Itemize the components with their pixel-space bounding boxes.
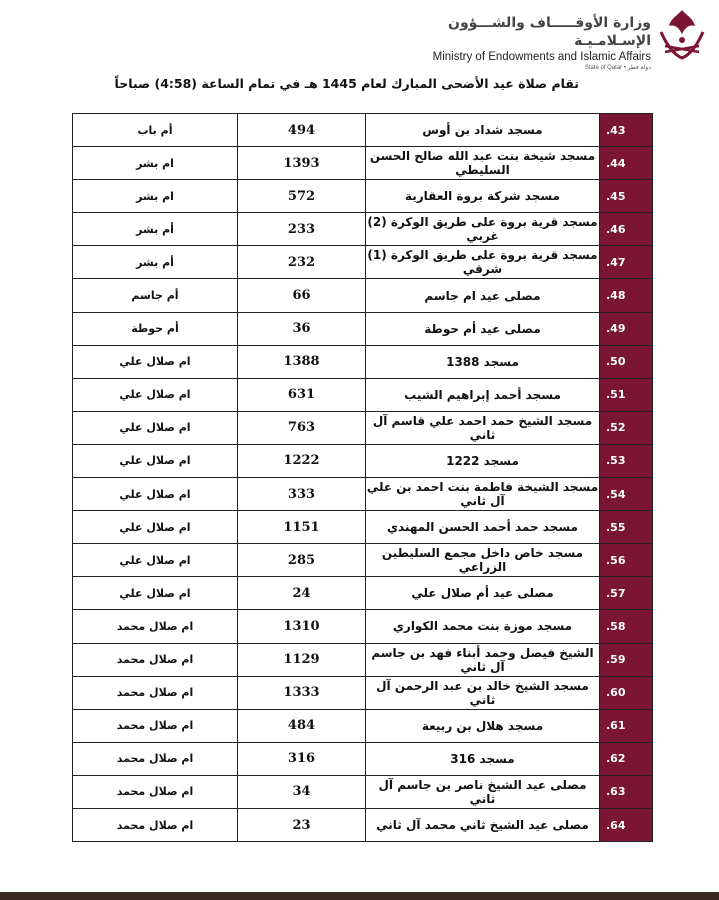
mosque-name: مصلى عيد أم حوطة (366, 312, 600, 345)
mosque-name: مسجد هلال بن ربيعة (366, 709, 600, 742)
mosque-name: مصلى عيد أم صلال علي (366, 577, 600, 610)
area-name: ام صلال محمد (73, 610, 238, 643)
ministry-name-en: Ministry of Endowments and Islamic Affairs (432, 51, 651, 63)
table-row (73, 279, 653, 312)
area-name: ام صلال محمد (73, 643, 238, 676)
table-row (73, 180, 653, 213)
area-name: ام صلال علي (73, 478, 238, 511)
row-number: .50 (600, 345, 653, 378)
table-row (73, 643, 653, 676)
capacity-value: 1310 (238, 610, 366, 643)
ministry-emblem-icon (655, 6, 709, 62)
table-row (73, 610, 653, 643)
table-row (73, 246, 653, 279)
area-name: ام بشر (73, 180, 238, 213)
capacity-value: 763 (238, 411, 366, 444)
row-number: .57 (600, 577, 653, 610)
mosque-name: مسجد موزة بنت محمد الكواري (366, 610, 600, 643)
area-name: ام صلال علي (73, 511, 238, 544)
row-number: .51 (600, 378, 653, 411)
row-number: .58 (600, 610, 653, 643)
table-row (73, 345, 653, 378)
row-number: .53 (600, 444, 653, 477)
mosque-name: مصلى عيد الشيخ ثاني محمد آل ثاني (366, 808, 600, 841)
capacity-value: 1388 (238, 345, 366, 378)
table-row (73, 544, 653, 577)
mosque-name: مسجد الشيخ خالد بن عبد الرحمن آل ثاني (366, 676, 600, 709)
mosque-name: مسجد قرية بروة على طريق الوكرة (1) شرقي (366, 246, 600, 279)
row-number: .55 (600, 511, 653, 544)
mosque-name: مسجد 316 (366, 742, 600, 775)
table-row (73, 709, 653, 742)
table-row (73, 676, 653, 709)
row-number: .49 (600, 312, 653, 345)
capacity-value: 36 (238, 312, 366, 345)
row-number: .48 (600, 279, 653, 312)
row-number: .64 (600, 808, 653, 841)
capacity-value: 34 (238, 775, 366, 808)
mosque-name: مسجد الشيخ حمد احمد علي قاسم آل ثاني (366, 411, 600, 444)
capacity-value: 572 (238, 180, 366, 213)
table-row (73, 213, 653, 246)
row-number: .52 (600, 411, 653, 444)
area-name: أم جاسم (73, 279, 238, 312)
area-name: ام صلال علي (73, 411, 238, 444)
area-name: ام صلال محمد (73, 709, 238, 742)
area-name: ام صلال محمد (73, 808, 238, 841)
area-name: ام بشر (73, 147, 238, 180)
area-name: أم باب (73, 114, 238, 147)
area-name: ام صلال محمد (73, 742, 238, 775)
capacity-value: 66 (238, 279, 366, 312)
table-row (73, 114, 653, 147)
mosque-name: مسجد شركة بروة العقارية (366, 180, 600, 213)
area-name: ام صلال علي (73, 544, 238, 577)
row-number: .45 (600, 180, 653, 213)
table-row (73, 378, 653, 411)
table-row (73, 808, 653, 841)
prayer-time-notice: تقام صلاة عيد الأضحى المبارك لعام 1445 هـ في تمام الساعة (4:58) صباحاً (114, 76, 579, 91)
area-name: ام صلال محمد (73, 676, 238, 709)
row-number: .46 (600, 213, 653, 246)
mosque-name: مصلى عيد الشيخ ناصر بن جاسم آل ثاني (366, 775, 600, 808)
mosques-table (72, 113, 653, 842)
capacity-value: 1151 (238, 511, 366, 544)
capacity-value: 23 (238, 808, 366, 841)
mosque-name: الشيخ فيصل وحمد أبناء فهد بن جاسم آل ثاني (366, 643, 600, 676)
bottom-bar (0, 892, 719, 900)
capacity-value: 1129 (238, 643, 366, 676)
mosque-name: مسجد خاص داخل مجمع السليطين الزراعي (366, 544, 600, 577)
state-label: State of Qatar • دولة قطر (584, 65, 651, 71)
capacity-value: 24 (238, 577, 366, 610)
capacity-value: 232 (238, 246, 366, 279)
mosques-table-body (73, 114, 653, 842)
mosque-name: مسجد حمد أحمد الحسن المهندي (366, 511, 600, 544)
mosque-name: مسجد شداد بن أوس (366, 114, 600, 147)
mosque-name: مسجد أحمد إبراهيم الشيب (366, 378, 600, 411)
area-name: ام صلال محمد (73, 775, 238, 808)
page-header (0, 0, 719, 70)
capacity-value: 333 (238, 478, 366, 511)
area-name: ام صلال علي (73, 345, 238, 378)
capacity-value: 316 (238, 742, 366, 775)
row-number: .62 (600, 742, 653, 775)
capacity-value: 631 (238, 378, 366, 411)
table-row (73, 147, 653, 180)
capacity-value: 484 (238, 709, 366, 742)
table-row (73, 411, 653, 444)
area-name: ام صلال علي (73, 378, 238, 411)
row-number: .47 (600, 246, 653, 279)
row-number: .56 (600, 544, 653, 577)
mosque-name: مسجد قرية بروة على طريق الوكرة (2) غربي (366, 213, 600, 246)
table-row (73, 478, 653, 511)
area-name: أم بشر (73, 213, 238, 246)
table-row (73, 775, 653, 808)
area-name: أم حوطة (73, 312, 238, 345)
mosque-name: مسجد 1388 (366, 345, 600, 378)
table-row (73, 312, 653, 345)
table-row (73, 511, 653, 544)
capacity-value: 1393 (238, 147, 366, 180)
row-number: .63 (600, 775, 653, 808)
mosque-name: مسجد شيخة بنت عبد الله صالح الحسن السليطي (366, 147, 600, 180)
row-number: .60 (600, 676, 653, 709)
capacity-value: 1333 (238, 676, 366, 709)
table-row (73, 742, 653, 775)
capacity-value: 233 (238, 213, 366, 246)
mosque-name: مسجد الشيخة فاطمة بنت احمد بن علي آل ثاني (366, 478, 600, 511)
ministry-name-ar: وزارة الأوقـــــاف والشـــؤون الإسـلامـيـة (448, 15, 651, 49)
area-name: أم بشر (73, 246, 238, 279)
mosque-name: مسجد 1222 (366, 444, 600, 477)
area-name: ام صلال علي (73, 444, 238, 477)
capacity-value: 494 (238, 114, 366, 147)
table-row (73, 577, 653, 610)
table-row (73, 444, 653, 477)
row-number: .61 (600, 709, 653, 742)
row-number: .54 (600, 478, 653, 511)
row-number: .59 (600, 643, 653, 676)
row-number: .44 (600, 147, 653, 180)
area-name: ام صلال علي (73, 577, 238, 610)
ministry-name-block (391, 14, 651, 73)
mosque-name: مصلى عيد ام جاسم (366, 279, 600, 312)
row-number: .43 (600, 114, 653, 147)
capacity-value: 285 (238, 544, 366, 577)
capacity-value: 1222 (238, 444, 366, 477)
